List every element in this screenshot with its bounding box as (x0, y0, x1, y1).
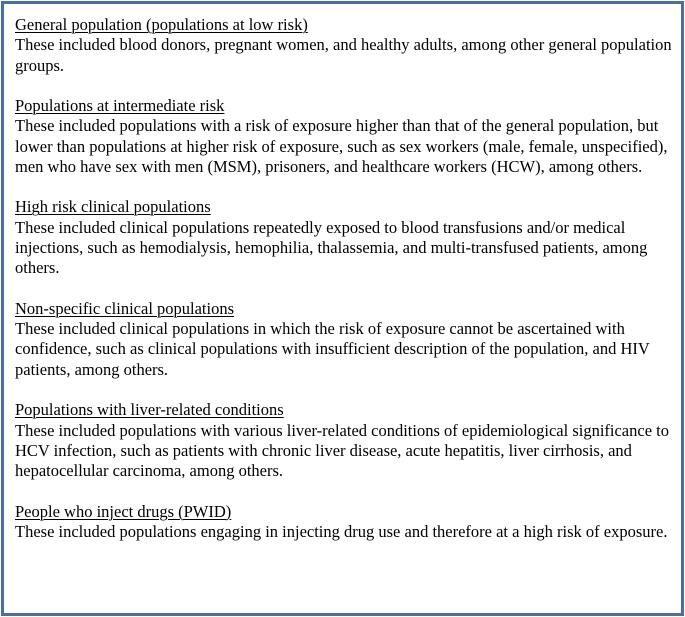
section-description: These included blood donors, pregnant women, and healthy adults, among other general population groups. (15, 35, 672, 75)
section-general-population (15, 15, 675, 76)
section-title: High risk clinical populations (15, 197, 211, 217)
section-intermediate-risk (15, 96, 675, 177)
section-title: General population (populations at low risk) (15, 15, 308, 34)
section-description: These included clinical populations repeatedly exposed to blood transfusions and/or medical injections, such as hemodialysis, hemophilia, thalassemia, and multi-transfused patients, among others. (15, 217, 648, 278)
section-title: People who inject drugs (PWID) (15, 501, 232, 521)
section-title: Non-specific clinical populations (15, 298, 235, 318)
section-description: These included populations with various liver-related conditions of epidemiological significance to HCV infection, such as patients with chronic liver disease, acute hepatitis, liver cirrhosis, and hepatocellular carcinoma, among others. (15, 420, 669, 481)
section-title: Populations with liver-related conditions (15, 400, 284, 420)
definitions-box (1, 1, 684, 616)
section-description: These included populations engaging in injecting drug use and therefore at a high risk of exposure. (15, 521, 668, 541)
section-title: Populations at intermediate risk (15, 96, 225, 116)
section-pwid (15, 502, 675, 543)
section-high-risk-clinical (15, 197, 675, 278)
definitions-content (15, 15, 675, 562)
section-non-specific-clinical (15, 299, 675, 380)
section-liver-related (15, 400, 675, 481)
section-description: These included populations with a risk of exposure higher than that of the general population, but lower than populations at higher risk of exposure, such as sex workers (male, female, unspecified), men who have sex with men (MSM), prisoners, and healthcare workers (HCW), among others. (15, 116, 668, 176)
section-description: These included clinical populations in which the risk of exposure cannot be ascertained with confidence, such as clinical populations with insufficient description of the population, and HIV patients, among others. (15, 319, 650, 379)
